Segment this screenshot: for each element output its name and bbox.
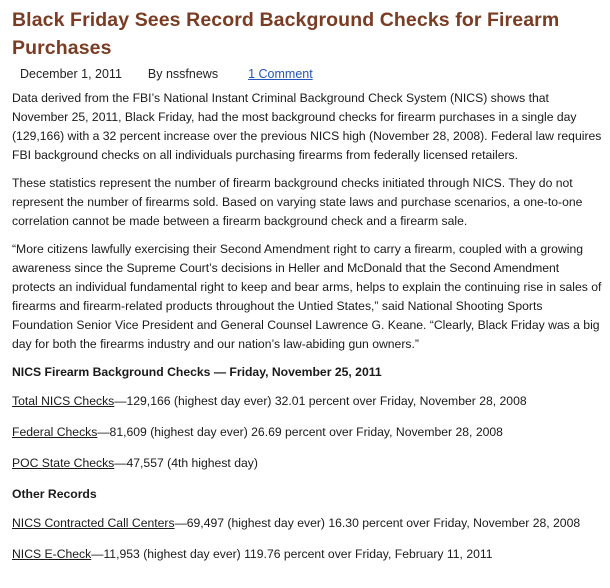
record-item (12, 514, 602, 533)
record-text: —47,557 (4th highest day) (114, 456, 258, 470)
article-title: Black Friday Sees Record Background Checks for Firearm Purchases (12, 9, 560, 59)
other-records-heading: Other Records (12, 487, 97, 501)
comments-link[interactable]: 1 Comment (248, 67, 313, 81)
record-text: —69,497 (highest day ever) 16.30 percent over Friday, November 28, 2008 (174, 516, 581, 530)
record-item (12, 454, 602, 473)
total-nics-checks-link[interactable]: Total NICS Checks (12, 394, 115, 408)
post-date: December 1, 2011 (20, 67, 122, 81)
record-item (12, 545, 602, 564)
paragraph-3: “More citizens lawfully exercising their Second Amendment right to carry a firearm, coupled with a growing awareness since the Supreme Court’s decisions in Heller and McDonald that the Second Amendment protects an individual fundamental right to keep and bear arms, helps to explain the continuing rise in sales of firearms and firearm-related products throughout the Untied States,” said National Shooting Sports Foundation Senior Vice President and General Counsel Lawrence G. Keane. “Clearly, Black Friday was a big day for both the firearms industry and our nation’s law-abiding gun owners.” (12, 242, 602, 351)
federal-checks-link[interactable]: Federal Checks (12, 425, 98, 439)
record-text: —129,166 (highest day ever) 32.01 percent over Friday, November 28, 2008 (114, 394, 527, 408)
record-item (12, 392, 602, 411)
nics-checks-heading: NICS Firearm Background Checks — Friday, November 25, 2011 (12, 365, 382, 379)
record-text: —81,609 (highest day ever) 26.69 percent over Friday, November 28, 2008 (97, 425, 503, 439)
e-check-link[interactable]: NICS E-Check (12, 547, 92, 561)
record-text: —11,953 (highest day ever) 119.76 percent over Friday, February 11, 2011 (91, 547, 493, 561)
paragraph-1: Data derived from the FBI’s National Instant Criminal Background Check System (NICS) shows that November 25, 2011, Black Friday, had the most background checks for firearm purchases in a single day (129,166) with a 32 percent increase over the previous NICS high (November 28, 2008). Federal law requires FBI background checks on all individuals purchasing firearms from federally licensed retailers. (12, 91, 602, 162)
paragraph-2: These statistics represent the number of firearm background checks initiated through NICS. They do not represent the number of firearms sold. Based on varying state laws and purchase scenarios, a one-to-one correlation cannot be made between a firearm background check and a firearm sale. (12, 176, 583, 228)
call-centers-link[interactable]: NICS Contracted Call Centers (12, 516, 175, 530)
poc-state-checks-link[interactable]: POC State Checks (12, 456, 115, 470)
record-item (12, 423, 602, 442)
article-meta (20, 65, 602, 83)
post-author: By nssfnews (147, 67, 219, 81)
